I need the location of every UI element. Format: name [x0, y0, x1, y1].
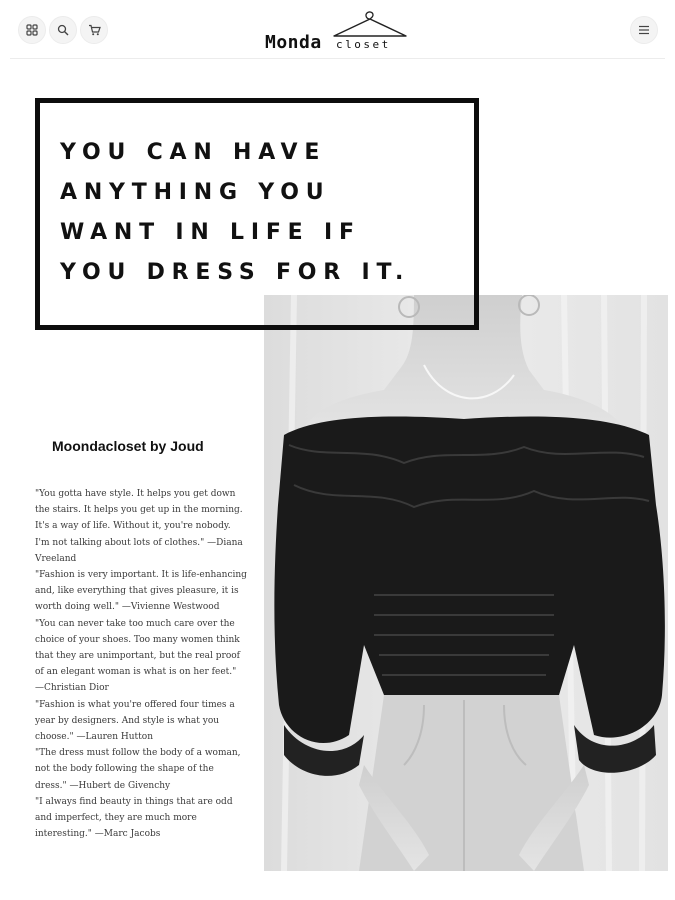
quote-paragraph: "You can never take too much care over the choice of your shoes. Too many women think that they are unimportant, but the real proof of an elegant woman is what is on her feet." —Christian Dior [35, 618, 241, 694]
cart-icon[interactable] [80, 16, 108, 44]
search-icon[interactable] [49, 16, 77, 44]
hero-quote-box [35, 98, 479, 330]
section-title: Moondacloset by Joud [52, 438, 204, 454]
site-logo[interactable] [262, 8, 414, 54]
menu-icon[interactable] [630, 16, 658, 44]
fashion-quotes-list [35, 486, 247, 842]
quote-paragraph: "Fashion is what you're offered four times a year by designers. And style is what you choose." —Lauren Hutton [35, 699, 235, 743]
quote-paragraph: "You gotta have style. It helps you get down the stairs. It helps you get up in the morning. It's a way of life. Without it, you're nobody. I'm not talking about lots of clothes." —Diana Vreeland [35, 489, 243, 564]
site-header [0, 0, 675, 60]
hero-quote-line: YOU DRESS FOR IT. [60, 260, 411, 285]
quote-paragraph: "The dress must follow the body of a woman, not the body following the shape of the dress." —Hubert de Givenchy [35, 748, 241, 791]
logo-wordmark: Monda [265, 32, 322, 53]
hanger-icon [332, 8, 408, 42]
logo-subtext: closet [336, 38, 391, 51]
quote-paragraph: "I always find beauty in things that are odd and imperfect, they are much more interesting." —Marc Jacobs [35, 796, 233, 840]
hero-photo [264, 295, 668, 871]
grid-icon[interactable] [18, 16, 46, 44]
hero-quote-line: ANYTHING YOU [60, 180, 331, 205]
hero-quote-line: WANT IN LIFE IF [60, 220, 361, 245]
quote-paragraph: "Fashion is very important. It is life-enhancing and, like everything that gives pleasure, it is worth doing well." —Vivienne Westwood [35, 570, 247, 613]
hero-quote-line: YOU CAN HAVE [60, 140, 327, 165]
header-divider [10, 58, 665, 59]
